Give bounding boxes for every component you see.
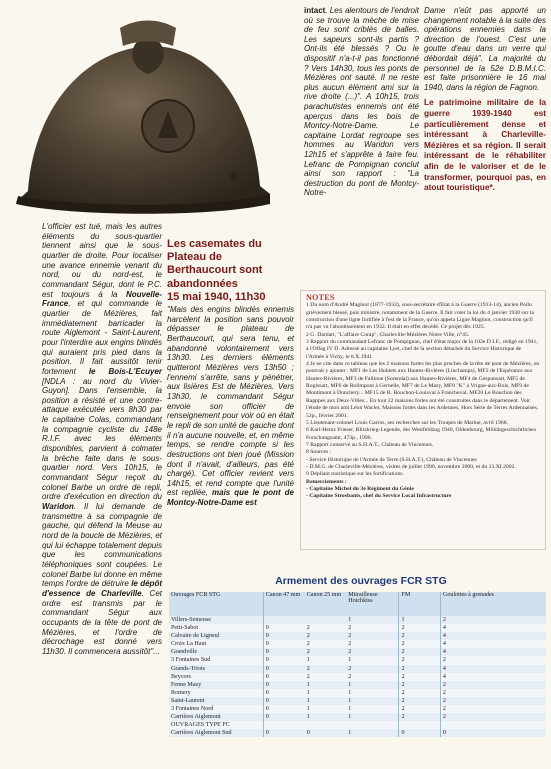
armament-count <box>346 721 399 729</box>
article-column-right-a <box>304 6 419 198</box>
armament-count: 1 <box>305 697 346 705</box>
note-8a: - Service Historique de l'Armée de Terre (S.H.A.T.), Château de Vincennes <box>306 456 477 463</box>
column-header: FM <box>399 592 440 616</box>
ouvrage-name: Carrières Aiglemont Sud <box>169 729 263 737</box>
armament-count: 2 <box>440 681 546 689</box>
ouvrage-name: Romery <box>169 689 263 697</box>
armament-count: 2 <box>346 648 399 656</box>
column-header: Canon 47 mm <box>263 592 304 616</box>
note-9: 9 Dépliant touristique sur les fortifications. <box>306 471 404 478</box>
armament-count: 2 <box>440 689 546 697</box>
armament-count: 1 <box>305 689 346 697</box>
armament-count: 0 <box>263 665 304 673</box>
armament-count: 2 <box>440 616 546 624</box>
article-column-left <box>42 222 162 657</box>
armament-count: 0 <box>263 705 304 713</box>
table-row <box>169 721 546 729</box>
ouvrage-name: 3 Fontaines Sud <box>169 656 263 664</box>
armament-count: 2 <box>346 640 399 648</box>
heritage-callout: Le patrimoine militaire de la guerre 1939-1940 est particulièrement dense et intéressant à Charleville-Mézières et sa région. Il serait intéressant de le réhabiliter afin de le valoriser et de le transformer, pourquoi pas, en atout touristique*. <box>424 97 546 193</box>
armament-count: 2 <box>399 648 440 656</box>
armament-count: 1 <box>305 713 346 721</box>
notes-title: NOTES <box>306 293 335 302</box>
adrian-helmet-photo <box>8 6 273 221</box>
ouvrage-name: Saint-Laurent <box>169 697 263 705</box>
armament-count: 1 <box>346 713 399 721</box>
place-name: le Bois-L'Ecuyer <box>88 366 162 376</box>
armament-count: 1 <box>346 697 399 705</box>
thanks-title: Remerciements : <box>306 478 347 485</box>
table-row <box>169 616 546 624</box>
paragraph: , et qui commande le quartier de Mézières, fait immédiatement barricader la route Aiglemont - Saint-Laurent, pour l'interdire aux engins blindés qui auraient pris pied dans la position. Il fait aussitôt tenir fortement <box>42 299 162 376</box>
armament-count: 2 <box>305 673 346 681</box>
armament-count: 2 <box>399 713 440 721</box>
paragraph: . Les alentours de l'endroit où se trouve la mèche de mise de feu sont criblés de balles. Les sapeurs sont-ils partis ? Ont-ils été blessés ? Ou le dispositif n'a-t-il pas fonctionné ? Vers 14h30, tous les ponts de Mézières ont sauté. Il ne reste plus aucun élément ami sur la rive droite (...)". A 10h15, trois parachutistes ennemis ont été aperçus dans les bois de Montcy-Notre-Dame. Le capitaine Lordat regroupe ses hommes au Waridon vers 12h15 et s'apprête à faire feu. Lefranc de Pompignan conclut ainsi son rapport : "La destruction du pont de Montcy-Notre- <box>304 6 419 198</box>
armament-count: 2 <box>305 624 346 632</box>
armament-count: 2 <box>305 665 346 673</box>
paragraph: "Mais des engins blindés ennemis harcèlent la position sans pouvoir dépasser le plateau de Berthaucourt, qui sera tenu, et abandonné volontairement vers 13h30. Les derniers éléments quitteront Mézières vers 13h50 ; l'ennemi s'arrête, sans y pénétrer, aux lisières Est de Mézières. Vers 13h30, le commandant Ségur envoie son officier de renseignement pour voir où en était le repli de son unité de gauche dont il n'a aucune nouvelle, et, en même temps, se rendre compte si les destructions ont bien joué (Mission dont il n'avait, d'ailleurs, pas été chargé). Cet officier revient vers 14h15, et rend compte que l'unité est repliée, <box>167 305 294 498</box>
armament-count: 2 <box>305 632 346 640</box>
table-header-row <box>169 592 546 616</box>
armament-count: 2 <box>440 656 546 664</box>
note-6: 6 Karl-Heinz Frieser, Blitzkrieg-Legende, des Westfeldzug 1940, Oldenbourg, Militärgeschichtliches Forschungsamt, 473p., 1996. <box>306 427 536 441</box>
article-column-middle <box>167 238 294 508</box>
table-row <box>169 689 546 697</box>
armament-count: 1 <box>346 681 399 689</box>
armament-count <box>263 616 304 624</box>
column-header: Goulottes à grenades <box>440 592 546 616</box>
armament-count: 2 <box>346 624 399 632</box>
armament-count: 2 <box>399 656 440 664</box>
armament-count: 2 <box>305 640 346 648</box>
note-7: 7 Rapport conservé au S.H.A.T., Château de Vincennes. <box>306 441 434 448</box>
armament-count: 4 <box>440 673 546 681</box>
armament-count: 1 <box>305 681 346 689</box>
armament-count: 2 <box>399 640 440 648</box>
armament-count: 0 <box>263 673 304 681</box>
table-row <box>169 713 546 721</box>
armament-count: 0 <box>263 624 304 632</box>
armament-count: 2 <box>305 648 346 656</box>
paragraph: L'officier est tué, mais les autres éléments du sous-quartier tiennent ainsi que le sous-quartier de droite. Pour localiser une avance ennemie venant du nord, ou du nord-est, le commandant Ségur, dont le P.C. est toujours à la <box>42 222 162 299</box>
armament-count: 2 <box>399 632 440 640</box>
table-row <box>169 705 546 713</box>
table-row <box>169 632 546 640</box>
armament-count: 1 <box>305 705 346 713</box>
emphasis: intact <box>304 6 326 15</box>
table-row <box>169 697 546 705</box>
place-name: le dépôt d'essence de Charleville <box>42 579 162 598</box>
armament-count: 1 <box>305 656 346 664</box>
armament-count: 0 <box>263 648 304 656</box>
table-row <box>169 640 546 648</box>
armament-count: 0 <box>263 729 304 737</box>
armament-count: 0 <box>305 729 346 737</box>
note-8: 8 Sources : <box>306 449 332 456</box>
armament-count: 1 <box>346 656 399 664</box>
armament-count: 2 <box>399 697 440 705</box>
armament-count: 2 <box>399 673 440 681</box>
armament-count: 4 <box>440 640 546 648</box>
table-row <box>169 656 546 664</box>
section-body <box>167 305 294 508</box>
armament-count: 2 <box>440 713 546 721</box>
ouvrage-name: Carrières Aiglemont <box>169 713 263 721</box>
armament-count: 1 <box>346 616 399 624</box>
armament-count: 2 <box>346 665 399 673</box>
thanks-line: - Capitaine Strosbants, chef du Service Local Infrastructure <box>306 493 452 500</box>
armament-count: 2 <box>440 705 546 713</box>
armament-count: 0 <box>263 681 304 689</box>
armament-count: 0 <box>399 729 440 737</box>
column-header: Canon 25 mm <box>305 592 346 616</box>
armament-count <box>440 721 546 729</box>
ouvrage-name: Calvaire de Ligneul <box>169 632 263 640</box>
thanks-line: - Capitaine Michel du 3e Régiment du Génie <box>306 485 414 492</box>
ouvrage-name: Beycors <box>169 673 263 681</box>
ouvrage-name: 3 Fontaines Nord <box>169 705 263 713</box>
armament-count <box>305 616 346 624</box>
note-2: 2 G. Dardart, "L'affaire Corap", Charleville-Mézières Notre Ville, n°45. <box>306 331 470 338</box>
armament-count: 2 <box>440 697 546 705</box>
armament-count: 1 <box>399 616 440 624</box>
column-header: Mitrailleuse Hotchkiss <box>346 592 399 616</box>
table-row <box>169 665 546 673</box>
place-name: Waridon <box>42 502 74 512</box>
ouvrage-name: Grandville <box>169 648 263 656</box>
heading-date: 15 mai 1940, 11h30 <box>167 290 266 303</box>
ouvrage-name: OUVRAGES TYPE FC <box>169 721 263 729</box>
paragraph: Dame n'eût pas apporté un changement notable à la suite des opérations ennemies dans la direction de l'ouest. C'est une goutte d'eau dans un verre qui débordait déjà". La majorité du personnel de la 52e D.B.M.I.C. est faite prisonnière le 16 mai 1940, dans la région de Fagnon. <box>424 6 546 92</box>
paragraph: . Il lui demande de transmettre à sa compagnie de gauche, qui défend la Meuse au nord de la boucle de Mézières, et qui lui échappe totalement depuis que les communications téléphoniques sont coupées. Le colonel Barbe lui donne en même temps l'ordre de détruire <box>42 502 162 589</box>
armament-count: 4 <box>440 665 546 673</box>
note-1: 1 Du nom d'André Maginot (1877-1932), sous-secrétaire d'Etat à la Guerre (1913-14), ancien Poilu grièvement blessé, puis ministre, notamment de la Guerre. Il fait voter la loi du 4 janvier 1930 sur la construction d'une ligne fortifiée à l'est de la France, qu'on appela Ligne Maginot, construction qu'il n'a pas vu l'aboutissement en 1932. Il était en effet décédé. Ce projet dès 1925. <box>306 302 534 331</box>
note-5: 5 Lieutenant-colonel Louis Garros, ses recherches sur les Troupes de Marine, avril 1968. <box>306 419 509 426</box>
armament-count <box>305 721 346 729</box>
armament-count: 4 <box>440 624 546 632</box>
note-4: 4 Je ne cite dans ce tableau que les 2 maisons fortes les plus proches de la tête de pont de Mézières, on pourrait y ajouter : MF1 de Les Hubiets aux Hautes-Rivières (Linchamps), MF2 de l'Espérance aux Hautes-Rivières, MF3 de Failloue (Sorendal) aux Hautes-Rivières, MF4 de Gespunsart, MF5 de Rogissart, MF6 de Rolimpont à Gernelle, MF7 de Le Mazy, MF8 "K" à Vrigne-aux-Bois, MF9 de Montimont à Donchery... MF15 de R. Bouchon-Louisval à Francheval, MF20 Le Bouchon des Rapppes aux Deux-Villes... En tout 22 maisons fortes ont été construites dans le département. Voir l'étude de mon ami Léon Waclet, Maisons fortes dans les Ardennes, Hors Série de Terres Ardennaises, 52p., février 2001. <box>306 361 540 419</box>
armament-count: 1 <box>346 729 399 737</box>
emphasis: mais que le pont de Montcy-Notre-Dame est <box>167 488 294 508</box>
armament-count: 2 <box>346 632 399 640</box>
armament-table-title: Armement des ouvrages FCR STG <box>275 575 447 587</box>
paragraph: . Cet ordre est transmis par le commandant Ségur aux occupants de la tête de pont de Mézières, et l'ordre de décrochage est donné vers 11h30. Il commencera aussitôt"... <box>42 588 162 656</box>
heading-text: Les casemates du Plateau de Berthaucourt sont abandonnées <box>167 238 263 290</box>
notes-box <box>300 290 546 550</box>
armament-count: 4 <box>440 632 546 640</box>
table-row <box>169 673 546 681</box>
table-row <box>169 729 546 737</box>
armament-count: 2 <box>399 681 440 689</box>
article-column-right-b <box>424 6 546 193</box>
armament-count <box>263 721 304 729</box>
armament-count: 0 <box>263 697 304 705</box>
armament-count: 1 <box>346 689 399 697</box>
armament-count <box>399 721 440 729</box>
armament-count: 0 <box>263 632 304 640</box>
armament-count: 2 <box>346 673 399 681</box>
ouvrage-name: Petit-Sabot <box>169 624 263 632</box>
armament-count: 4 <box>440 648 546 656</box>
armament-count: 0 <box>263 640 304 648</box>
ouvrage-name: Croix La Haut <box>169 640 263 648</box>
note-3: 3 Rapport du commandant Lefranc de Pompignan, chef d'état major de la 102e D.I.F., rédigé en 1941, à l'Oflag IV D. Adressé au capitaine Lyet, chef de la section détachée du Service Historique de l'Armée à Vichy, le 8.X.1941. <box>306 339 538 360</box>
armament-count: 0 <box>263 656 304 664</box>
armament-count: 1 <box>346 705 399 713</box>
armament-count: 2 <box>399 624 440 632</box>
note-8b: - D.M.G. de Charleville-Mézières, visites de juillet 1990, novembre 2000, et du 13.XI.2002. <box>306 463 516 470</box>
column-header: Ouvrages FCR STG <box>169 592 263 616</box>
armament-count: 2 <box>399 665 440 673</box>
armament-count: 2 <box>399 689 440 697</box>
paragraph: [NDLA : au nord du Vivier-Guyon]. Dans l'ensemble, la position a résisté et une contre-attaque exécutée vers 8h30 par le capitaine Colas, commandant la compagnie cycliste du 148e R.I.F. avec les éléments disponibles, parvient à colmater la brèche faite dans le sous-quartier nord. Vers 10h15, le commandant Ségur reçoit du colonel Barbe un ordre de repli, ordre d'exécution en direction du <box>42 376 162 502</box>
table-row <box>169 648 546 656</box>
ouvrage-name: Fenne Mazy <box>169 681 263 689</box>
table-row <box>169 624 546 632</box>
section-heading <box>167 238 294 304</box>
ouvrage-name: Villers-Semeuse <box>169 616 263 624</box>
armament-count: 2 <box>399 705 440 713</box>
armament-count: 0 <box>440 729 546 737</box>
armament-count: 0 <box>263 713 304 721</box>
ouvrage-name: Grands-Triots <box>169 665 263 673</box>
armament-table <box>169 592 546 737</box>
place-name: Nouvelle-France <box>42 289 162 309</box>
armament-count: 0 <box>263 689 304 697</box>
table-row <box>169 681 546 689</box>
